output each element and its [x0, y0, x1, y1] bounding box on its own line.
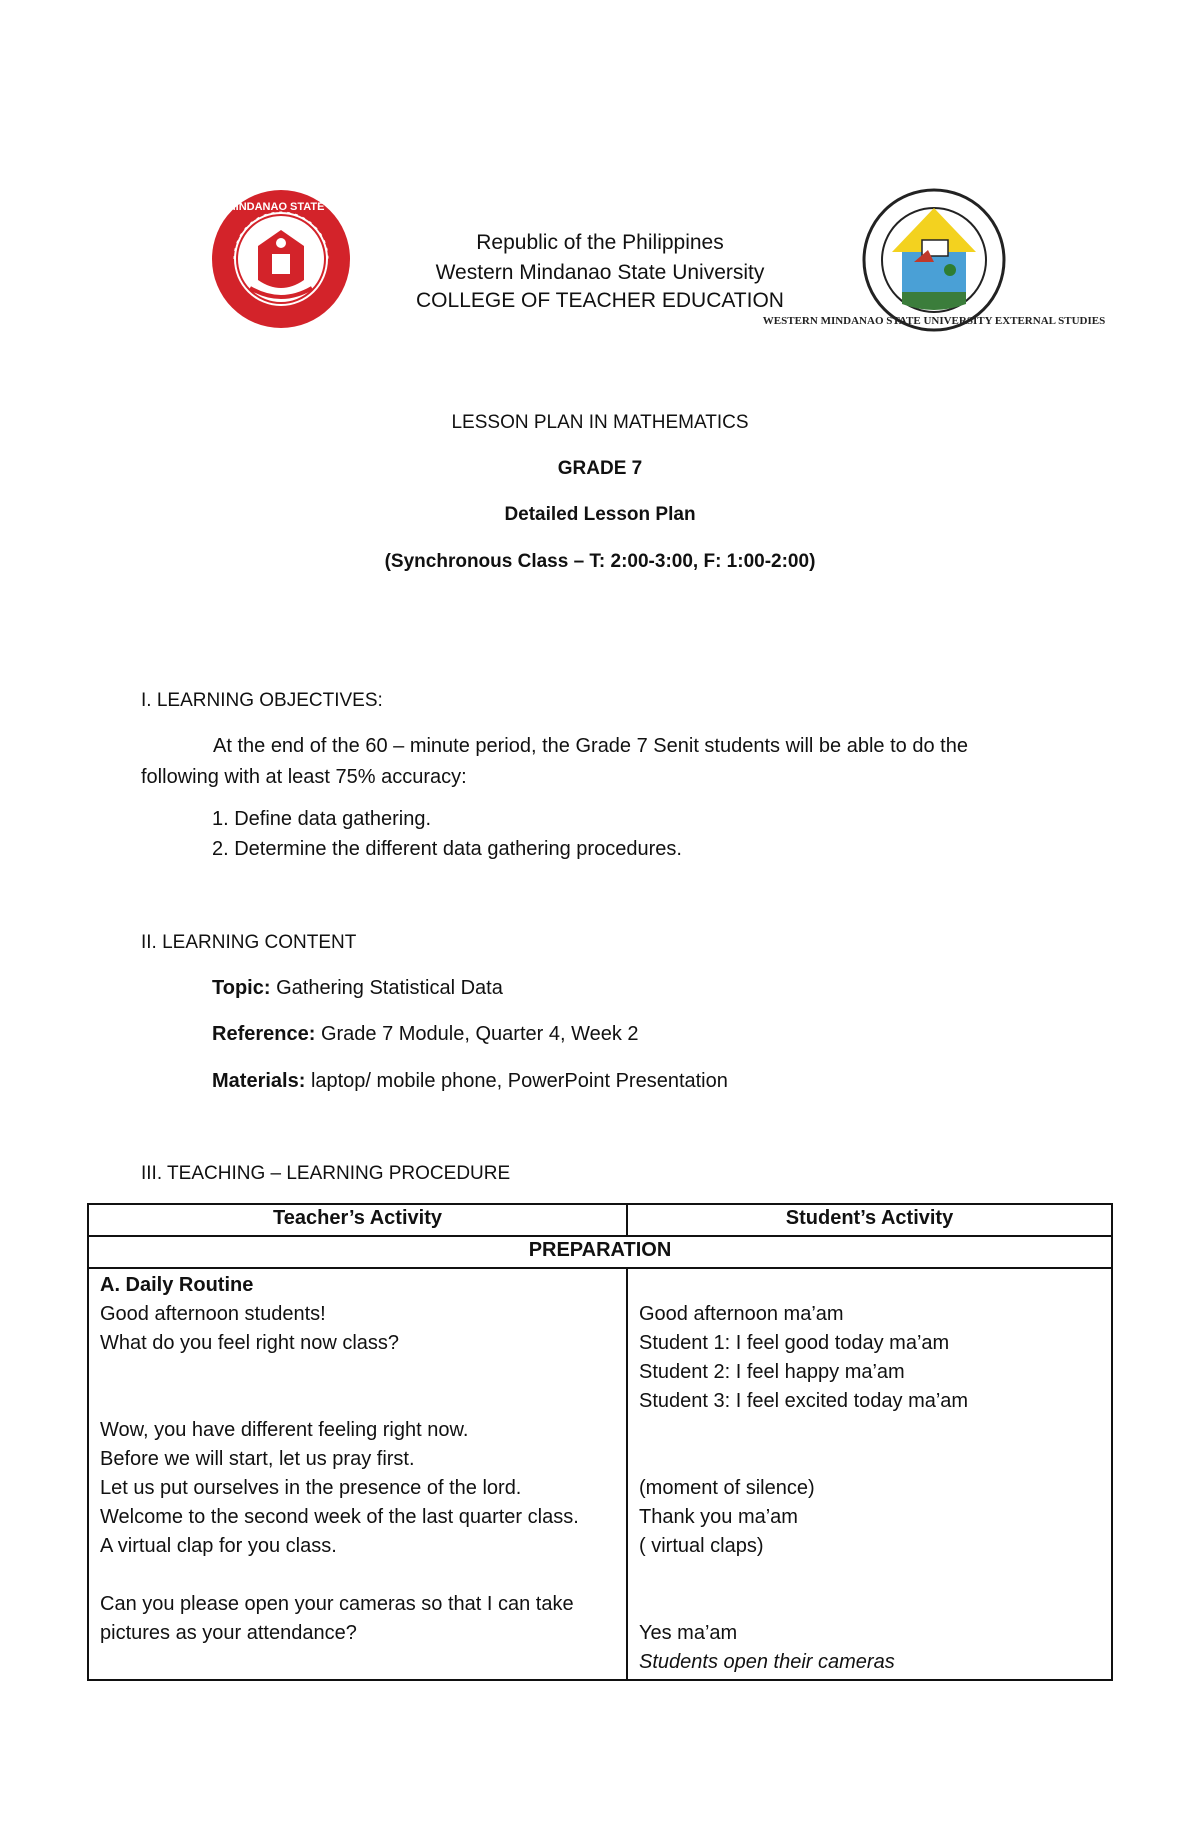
- objectives-intro: At the end of the 60 – minute period, the Grade 7 Senit students will be able to do the following with at least 75% accuracy:: [141, 735, 968, 788]
- student-line: [639, 1561, 1100, 1590]
- student-line: ( virtual claps): [639, 1535, 764, 1557]
- column-header-student: Student’s Activity: [627, 1204, 1112, 1236]
- reference-value: Grade 7 Module, Quarter 4, Week 2: [320, 1023, 639, 1045]
- student-line: [639, 1416, 1100, 1445]
- teacher-line: Welcome to the second week of the last quarter class.: [100, 1506, 579, 1528]
- topic-value: Gathering Statistical Data: [276, 977, 503, 999]
- student-line: [639, 1445, 1100, 1474]
- student-line: Student 2: I feel happy ma’am: [639, 1361, 905, 1383]
- teacher-line: A virtual clap for you class.: [100, 1535, 337, 1557]
- materials-label: Materials:: [212, 1070, 306, 1092]
- reference-label: Reference:: [212, 1023, 316, 1045]
- student-note: Students open their cameras: [639, 1651, 895, 1673]
- student-line: Thank you ma’am: [639, 1506, 798, 1528]
- column-header-teacher: Teacher’s Activity: [88, 1204, 627, 1236]
- teacher-line-spacer: [100, 1648, 615, 1677]
- teacher-line: What do you feel right now class?: [100, 1332, 400, 1354]
- external-studies-seal-icon: [762, 188, 1106, 332]
- title-schedule: (Synchronous Class – T: 2:00-3:00, F: 1:00-2:00): [384, 551, 816, 572]
- materials-value: laptop/ mobile phone, PowerPoint Presentation: [310, 1070, 728, 1092]
- header-university: Western Mindanao State University: [435, 261, 765, 284]
- seal-text: WESTERN MINDANAO STATE UNIVERSITY EXTERNAL STUDIES: [762, 315, 1106, 327]
- teacher-line: Let us put ourselves in the presence of the lord.: [100, 1477, 522, 1499]
- teacher-line: [100, 1387, 615, 1416]
- student-line: Student 1: I feel good today ma’am: [639, 1332, 950, 1354]
- student-activity-cell: [627, 1268, 1112, 1680]
- daily-routine-heading: A. Daily Routine: [100, 1274, 254, 1296]
- content-topic: [212, 977, 503, 1000]
- teacher-line: pictures as your attendance?: [100, 1622, 357, 1644]
- student-line: Student 3: I feel excited today ma’am: [639, 1390, 969, 1412]
- student-line: (moment of silence): [639, 1477, 815, 1499]
- title-grade: GRADE 7: [557, 458, 643, 479]
- teacher-line: Can you please open your cameras so that I can take: [100, 1593, 574, 1615]
- section-preparation: PREPARATION: [88, 1236, 1112, 1268]
- teacher-activity-cell: [88, 1268, 627, 1680]
- student-line: Yes ma’am: [639, 1622, 738, 1644]
- section-learning-objectives: I. LEARNING OBJECTIVES:: [141, 690, 383, 711]
- objective-item-2: 2. Determine the different data gathering procedures.: [212, 838, 682, 860]
- content-reference: [212, 1023, 639, 1046]
- content-materials: [212, 1070, 728, 1093]
- teacher-line: [100, 1561, 615, 1590]
- student-line: [639, 1590, 1100, 1619]
- section-learning-content: II. LEARNING CONTENT: [141, 932, 357, 953]
- header-college: COLLEGE OF TEACHER EDUCATION: [416, 289, 784, 312]
- seal-text: WESTERN MINDANAO STATE UNIVERSITY: [168, 201, 394, 213]
- procedure-table: [87, 1203, 1113, 1681]
- topic-label: Topic:: [212, 977, 271, 999]
- student-line-spacer: [639, 1271, 1100, 1300]
- objective-item-1: 1. Define data gathering.: [212, 808, 432, 830]
- section-teaching-procedure: III. TEACHING – LEARNING PROCEDURE: [141, 1163, 511, 1184]
- student-line: Good afternoon ma’am: [639, 1303, 844, 1325]
- title-detailed: Detailed Lesson Plan: [504, 504, 696, 525]
- teacher-line: Good afternoon students!: [100, 1303, 326, 1325]
- title-lesson-plan: LESSON PLAN IN MATHEMATICS: [451, 412, 749, 433]
- teacher-line: [100, 1358, 615, 1387]
- teacher-line: Before we will start, let us pray first.: [100, 1448, 415, 1470]
- header-republic: Republic of the Philippines: [476, 231, 724, 254]
- teacher-line: Wow, you have different feeling right now.: [100, 1419, 469, 1441]
